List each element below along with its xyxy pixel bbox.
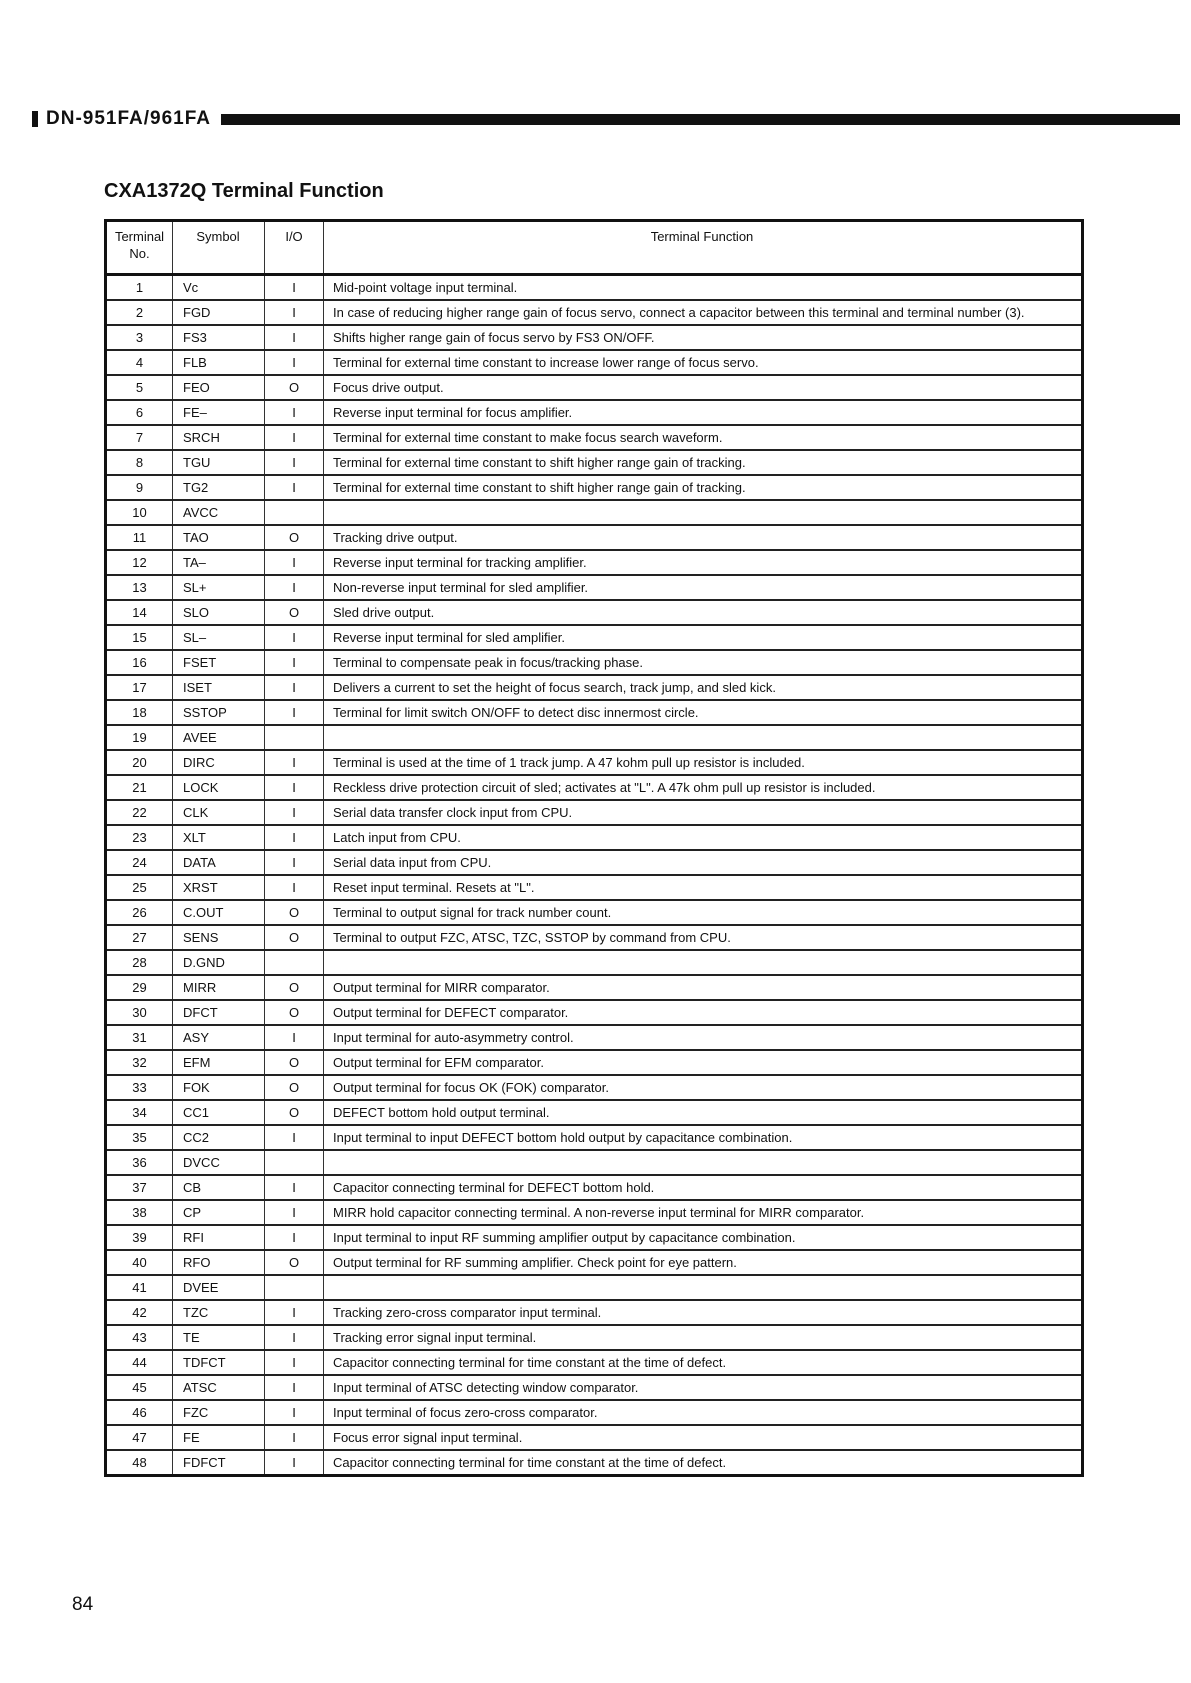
- terminal-no-cell: 37: [106, 1175, 173, 1200]
- io-cell: I: [265, 1200, 324, 1225]
- function-cell: Sled drive output.: [324, 600, 1083, 625]
- io-cell: I: [265, 1375, 324, 1400]
- io-cell: I: [265, 1350, 324, 1375]
- col-header-symbol: Symbol: [173, 221, 265, 275]
- table-row: [106, 575, 1083, 600]
- io-cell: I: [265, 700, 324, 725]
- symbol-cell: D.GND: [173, 950, 265, 975]
- function-cell: Output terminal for RF summing amplifier. Check point for eye pattern.: [324, 1250, 1083, 1275]
- table-row: [106, 1200, 1083, 1225]
- terminal-no-cell: 14: [106, 600, 173, 625]
- table-row: [106, 425, 1083, 450]
- symbol-cell: ASY: [173, 1025, 265, 1050]
- table-row: [106, 1400, 1083, 1425]
- io-cell: I: [265, 1400, 324, 1425]
- table-row: [106, 325, 1083, 350]
- function-cell: Tracking error signal input terminal.: [324, 1325, 1083, 1350]
- table-row: [106, 1175, 1083, 1200]
- io-cell: I: [265, 350, 324, 375]
- table-row: [106, 975, 1083, 1000]
- table-row: [106, 350, 1083, 375]
- terminal-no-cell: 28: [106, 950, 173, 975]
- col-header-function: Terminal Function: [324, 221, 1083, 275]
- io-cell: [265, 1150, 324, 1175]
- symbol-cell: SENS: [173, 925, 265, 950]
- terminal-no-cell: 26: [106, 900, 173, 925]
- symbol-cell: ISET: [173, 675, 265, 700]
- table-row: [106, 800, 1083, 825]
- function-cell: Terminal to output signal for track number count.: [324, 900, 1083, 925]
- terminal-no-cell: 46: [106, 1400, 173, 1425]
- terminal-no-cell: 42: [106, 1300, 173, 1325]
- table-row: [106, 1375, 1083, 1400]
- symbol-cell: FE: [173, 1425, 265, 1450]
- table-row: [106, 1350, 1083, 1375]
- function-cell: Focus error signal input terminal.: [324, 1425, 1083, 1450]
- table-row: [106, 1300, 1083, 1325]
- function-cell: Serial data transfer clock input from CPU.: [324, 800, 1083, 825]
- function-cell: MIRR hold capacitor connecting terminal. A non-reverse input terminal for MIRR comparator.: [324, 1200, 1083, 1225]
- table-row: [106, 1125, 1083, 1150]
- table-header-row: [106, 221, 1083, 275]
- terminal-no-cell: 22: [106, 800, 173, 825]
- col-header-terminal-no: Terminal No.: [106, 221, 173, 275]
- table-row: [106, 375, 1083, 400]
- table-row: [106, 775, 1083, 800]
- function-cell: DEFECT bottom hold output terminal.: [324, 1100, 1083, 1125]
- io-cell: I: [265, 650, 324, 675]
- function-cell: Terminal for external time constant to increase lower range of focus servo.: [324, 350, 1083, 375]
- terminal-no-cell: 10: [106, 500, 173, 525]
- symbol-cell: CB: [173, 1175, 265, 1200]
- function-cell: Mid-point voltage input terminal.: [324, 275, 1083, 301]
- io-cell: [265, 725, 324, 750]
- symbol-cell: FE–: [173, 400, 265, 425]
- function-cell: [324, 500, 1083, 525]
- function-cell: Reverse input terminal for sled amplifier.: [324, 625, 1083, 650]
- function-cell: Terminal to compensate peak in focus/tracking phase.: [324, 650, 1083, 675]
- function-cell: Output terminal for DEFECT comparator.: [324, 1000, 1083, 1025]
- io-cell: I: [265, 1125, 324, 1150]
- terminal-no-cell: 43: [106, 1325, 173, 1350]
- io-cell: O: [265, 975, 324, 1000]
- function-cell: Terminal for external time constant to shift higher range gain of tracking.: [324, 475, 1083, 500]
- function-cell: Reset input terminal. Resets at "L".: [324, 875, 1083, 900]
- terminal-no-cell: 47: [106, 1425, 173, 1450]
- function-cell: Shifts higher range gain of focus servo by FS3 ON/OFF.: [324, 325, 1083, 350]
- table-row: [106, 1250, 1083, 1275]
- table-row: [106, 1450, 1083, 1476]
- symbol-cell: FZC: [173, 1400, 265, 1425]
- terminal-no-cell: 9: [106, 475, 173, 500]
- terminal-no-cell: 29: [106, 975, 173, 1000]
- symbol-cell: CLK: [173, 800, 265, 825]
- function-cell: [324, 725, 1083, 750]
- terminal-no-cell: 2: [106, 300, 173, 325]
- symbol-cell: CC1: [173, 1100, 265, 1125]
- symbol-cell: FLB: [173, 350, 265, 375]
- table-row: [106, 850, 1083, 875]
- symbol-cell: FS3: [173, 325, 265, 350]
- terminal-no-cell: 27: [106, 925, 173, 950]
- symbol-cell: XLT: [173, 825, 265, 850]
- symbol-cell: EFM: [173, 1050, 265, 1075]
- symbol-cell: FSET: [173, 650, 265, 675]
- terminal-no-cell: 15: [106, 625, 173, 650]
- table-row: [106, 500, 1083, 525]
- function-cell: Delivers a current to set the height of focus search, track jump, and sled kick.: [324, 675, 1083, 700]
- terminal-no-cell: 8: [106, 450, 173, 475]
- symbol-cell: RFO: [173, 1250, 265, 1275]
- function-cell: Reverse input terminal for tracking amplifier.: [324, 550, 1083, 575]
- symbol-cell: RFI: [173, 1225, 265, 1250]
- function-cell: Capacitor connecting terminal for time constant at the time of defect.: [324, 1450, 1083, 1476]
- io-cell: I: [265, 475, 324, 500]
- function-cell: Input terminal of ATSC detecting window comparator.: [324, 1375, 1083, 1400]
- terminal-no-cell: 45: [106, 1375, 173, 1400]
- terminal-no-cell: 21: [106, 775, 173, 800]
- io-cell: O: [265, 1000, 324, 1025]
- terminal-no-cell: 48: [132, 1454, 147, 1470]
- symbol-cell: FGD: [173, 300, 265, 325]
- terminal-no-cell: 20: [106, 750, 173, 775]
- table-row: [106, 550, 1083, 575]
- function-cell: Capacitor connecting terminal for time constant at the time of defect.: [324, 1350, 1083, 1375]
- header-marker: [32, 111, 38, 127]
- symbol-cell: TA–: [173, 550, 265, 575]
- function-cell: In case of reducing higher range gain of focus servo, connect a capacitor between this terminal and terminal number (3).: [324, 300, 1083, 325]
- symbol-cell: TZC: [173, 1300, 265, 1325]
- function-cell: [324, 1275, 1083, 1300]
- terminal-no-cell: 18: [106, 700, 173, 725]
- symbol-cell: TDFCT: [173, 1350, 265, 1375]
- io-cell: O: [265, 1050, 324, 1075]
- function-cell: [324, 950, 1083, 975]
- symbol-cell: ATSC: [173, 1375, 265, 1400]
- symbol-cell: XRST: [173, 875, 265, 900]
- table-row: [106, 1275, 1083, 1300]
- terminal-no-cell: 12: [106, 550, 173, 575]
- io-cell: O: [265, 525, 324, 550]
- table-body: [106, 275, 1083, 1476]
- symbol-cell: C.OUT: [173, 900, 265, 925]
- function-cell: Terminal for external time constant to shift higher range gain of tracking.: [324, 450, 1083, 475]
- table-row: [106, 950, 1083, 975]
- terminal-no-cell: 33: [106, 1075, 173, 1100]
- function-cell: Reverse input terminal for focus amplifier.: [324, 400, 1083, 425]
- table-row: [106, 900, 1083, 925]
- symbol-cell: SSTOP: [173, 700, 265, 725]
- table-row: [106, 825, 1083, 850]
- page-title: CXA1372Q Terminal Function: [104, 180, 384, 202]
- terminal-no-cell: 24: [106, 850, 173, 875]
- terminal-no-cell: 19: [106, 725, 173, 750]
- table-row: [106, 750, 1083, 775]
- symbol-cell: AVEE: [173, 725, 265, 750]
- symbol-cell: DATA: [173, 850, 265, 875]
- table-row: [106, 625, 1083, 650]
- table-row: [106, 450, 1083, 475]
- io-cell: O: [265, 1075, 324, 1100]
- symbol-cell: DIRC: [173, 750, 265, 775]
- function-cell: Focus drive output.: [324, 375, 1083, 400]
- io-cell: I: [265, 425, 324, 450]
- io-cell: I: [265, 575, 324, 600]
- terminal-no-cell: 40: [106, 1250, 173, 1275]
- col-header-io: I/O: [265, 221, 324, 275]
- table-row: [106, 1150, 1083, 1175]
- terminal-no-cell: 36: [106, 1150, 173, 1175]
- function-cell: Capacitor connecting terminal for DEFECT bottom hold.: [324, 1175, 1083, 1200]
- function-cell: Serial data input from CPU.: [324, 850, 1083, 875]
- terminal-no-cell: 1: [106, 275, 173, 301]
- io-cell: I: [265, 275, 324, 301]
- table-row: [106, 675, 1083, 700]
- function-cell: Input terminal to input RF summing amplifier output by capacitance combination.: [324, 1225, 1083, 1250]
- function-cell: Terminal for external time constant to make focus search waveform.: [324, 425, 1083, 450]
- table-row: [106, 875, 1083, 900]
- symbol-cell: Vc: [173, 275, 265, 301]
- function-cell: Terminal for limit switch ON/OFF to detect disc innermost circle.: [324, 700, 1083, 725]
- io-cell: I: [265, 550, 324, 575]
- table-row: [106, 525, 1083, 550]
- symbol-cell: DVCC: [173, 1150, 265, 1175]
- symbol-cell: LOCK: [173, 775, 265, 800]
- symbol-cell: SL–: [173, 625, 265, 650]
- table-row: [106, 300, 1083, 325]
- io-cell: I: [265, 300, 324, 325]
- io-cell: I: [265, 800, 324, 825]
- io-cell: O: [265, 375, 324, 400]
- terminal-no-cell: 38: [106, 1200, 173, 1225]
- io-cell: I: [265, 1025, 324, 1050]
- table-row: [106, 1025, 1083, 1050]
- symbol-cell: TE: [173, 1325, 265, 1350]
- function-cell: Input terminal to input DEFECT bottom hold output by capacitance combination.: [324, 1125, 1083, 1150]
- io-cell: I: [265, 1175, 324, 1200]
- terminal-function-table: [104, 219, 1084, 1477]
- table-row: [106, 1075, 1083, 1100]
- function-cell: Terminal to output FZC, ATSC, TZC, SSTOP by command from CPU.: [324, 925, 1083, 950]
- terminal-no-cell: 11: [106, 525, 173, 550]
- table-row: [106, 1325, 1083, 1350]
- function-cell: [324, 1150, 1083, 1175]
- io-cell: I: [265, 1300, 324, 1325]
- io-cell: I: [265, 825, 324, 850]
- function-cell: Terminal is used at the time of 1 track jump. A 47 kohm pull up resistor is included.: [324, 750, 1083, 775]
- terminal-no-cell: 4: [106, 350, 173, 375]
- io-cell: I: [265, 1325, 324, 1350]
- terminal-no-cell: 5: [106, 375, 173, 400]
- header-rule: [221, 114, 1180, 125]
- terminal-no-cell: 32: [106, 1050, 173, 1075]
- function-cell: Latch input from CPU.: [324, 825, 1083, 850]
- terminal-no-cell: 44: [106, 1350, 173, 1375]
- terminal-no-cell: 35: [106, 1125, 173, 1150]
- table-row: [106, 600, 1083, 625]
- page-number: 84: [72, 1594, 94, 1615]
- table-row: [106, 275, 1083, 301]
- symbol-cell: DFCT: [173, 1000, 265, 1025]
- symbol-cell: TGU: [173, 450, 265, 475]
- symbol-cell: FDFCT: [173, 1450, 265, 1476]
- symbol-cell: FEO: [173, 375, 265, 400]
- function-cell: Input terminal for auto-asymmetry control.: [324, 1025, 1083, 1050]
- terminal-no-cell: 6: [106, 400, 173, 425]
- terminal-no-cell: 41: [106, 1275, 173, 1300]
- terminal-no-cell: 23: [106, 825, 173, 850]
- io-cell: I: [265, 1425, 324, 1450]
- io-cell: I: [265, 325, 324, 350]
- document-header: [32, 108, 1180, 130]
- io-cell: [265, 1275, 324, 1300]
- io-cell: I: [265, 1450, 324, 1476]
- symbol-cell: FOK: [173, 1075, 265, 1100]
- terminal-no-cell: 30: [106, 1000, 173, 1025]
- symbol-cell: TAO: [173, 525, 265, 550]
- function-cell: Tracking drive output.: [324, 525, 1083, 550]
- io-cell: I: [265, 400, 324, 425]
- function-cell: Tracking zero-cross comparator input terminal.: [324, 1300, 1083, 1325]
- terminal-no-cell: 16: [106, 650, 173, 675]
- terminal-no-cell: 13: [106, 575, 173, 600]
- symbol-cell: CC2: [173, 1125, 265, 1150]
- function-cell: Non-reverse input terminal for sled amplifier.: [324, 575, 1083, 600]
- io-cell: O: [265, 1250, 324, 1275]
- io-cell: O: [265, 600, 324, 625]
- table-row: [106, 1000, 1083, 1025]
- table-row: [106, 725, 1083, 750]
- table-row: [106, 400, 1083, 425]
- terminal-no-cell: 7: [106, 425, 173, 450]
- symbol-cell: DVEE: [173, 1275, 265, 1300]
- io-cell: O: [265, 1100, 324, 1125]
- function-cell: Output terminal for focus OK (FOK) comparator.: [324, 1075, 1083, 1100]
- symbol-cell: MIRR: [173, 975, 265, 1000]
- terminal-no-cell: 31: [106, 1025, 173, 1050]
- function-cell: Output terminal for MIRR comparator.: [324, 975, 1083, 1000]
- function-cell: Output terminal for EFM comparator.: [324, 1050, 1083, 1075]
- table-row: [106, 1225, 1083, 1250]
- terminal-no-cell: 25: [106, 875, 173, 900]
- symbol-cell: CP: [173, 1200, 265, 1225]
- table-row: [106, 1100, 1083, 1125]
- symbol-cell: SRCH: [173, 425, 265, 450]
- symbol-cell: AVCC: [173, 500, 265, 525]
- io-cell: I: [265, 450, 324, 475]
- io-cell: [265, 500, 324, 525]
- symbol-cell: SLO: [173, 600, 265, 625]
- table-row: [106, 925, 1083, 950]
- io-cell: I: [265, 1225, 324, 1250]
- io-cell: I: [265, 875, 324, 900]
- io-cell: I: [265, 675, 324, 700]
- symbol-cell: SL+: [173, 575, 265, 600]
- io-cell: [265, 950, 324, 975]
- io-cell: O: [265, 900, 324, 925]
- table-row: [106, 1425, 1083, 1450]
- io-cell: I: [265, 775, 324, 800]
- terminal-no-cell: 39: [106, 1225, 173, 1250]
- terminal-no-cell: 3: [106, 325, 173, 350]
- io-cell: O: [265, 925, 324, 950]
- table-row: [106, 475, 1083, 500]
- table-row: [106, 650, 1083, 675]
- terminal-no-cell: 34: [106, 1100, 173, 1125]
- symbol-cell: TG2: [173, 475, 265, 500]
- io-cell: I: [265, 850, 324, 875]
- function-cell: Reckless drive protection circuit of sled; activates at "L". A 47k ohm pull up resistor is included.: [324, 775, 1083, 800]
- function-cell: Input terminal of focus zero-cross comparator.: [324, 1400, 1083, 1425]
- model-title: DN-951FA/961FA: [46, 108, 212, 129]
- table-row: [106, 1050, 1083, 1075]
- io-cell: I: [265, 625, 324, 650]
- io-cell: I: [265, 750, 324, 775]
- table-row: [106, 700, 1083, 725]
- terminal-no-cell: 17: [106, 675, 173, 700]
